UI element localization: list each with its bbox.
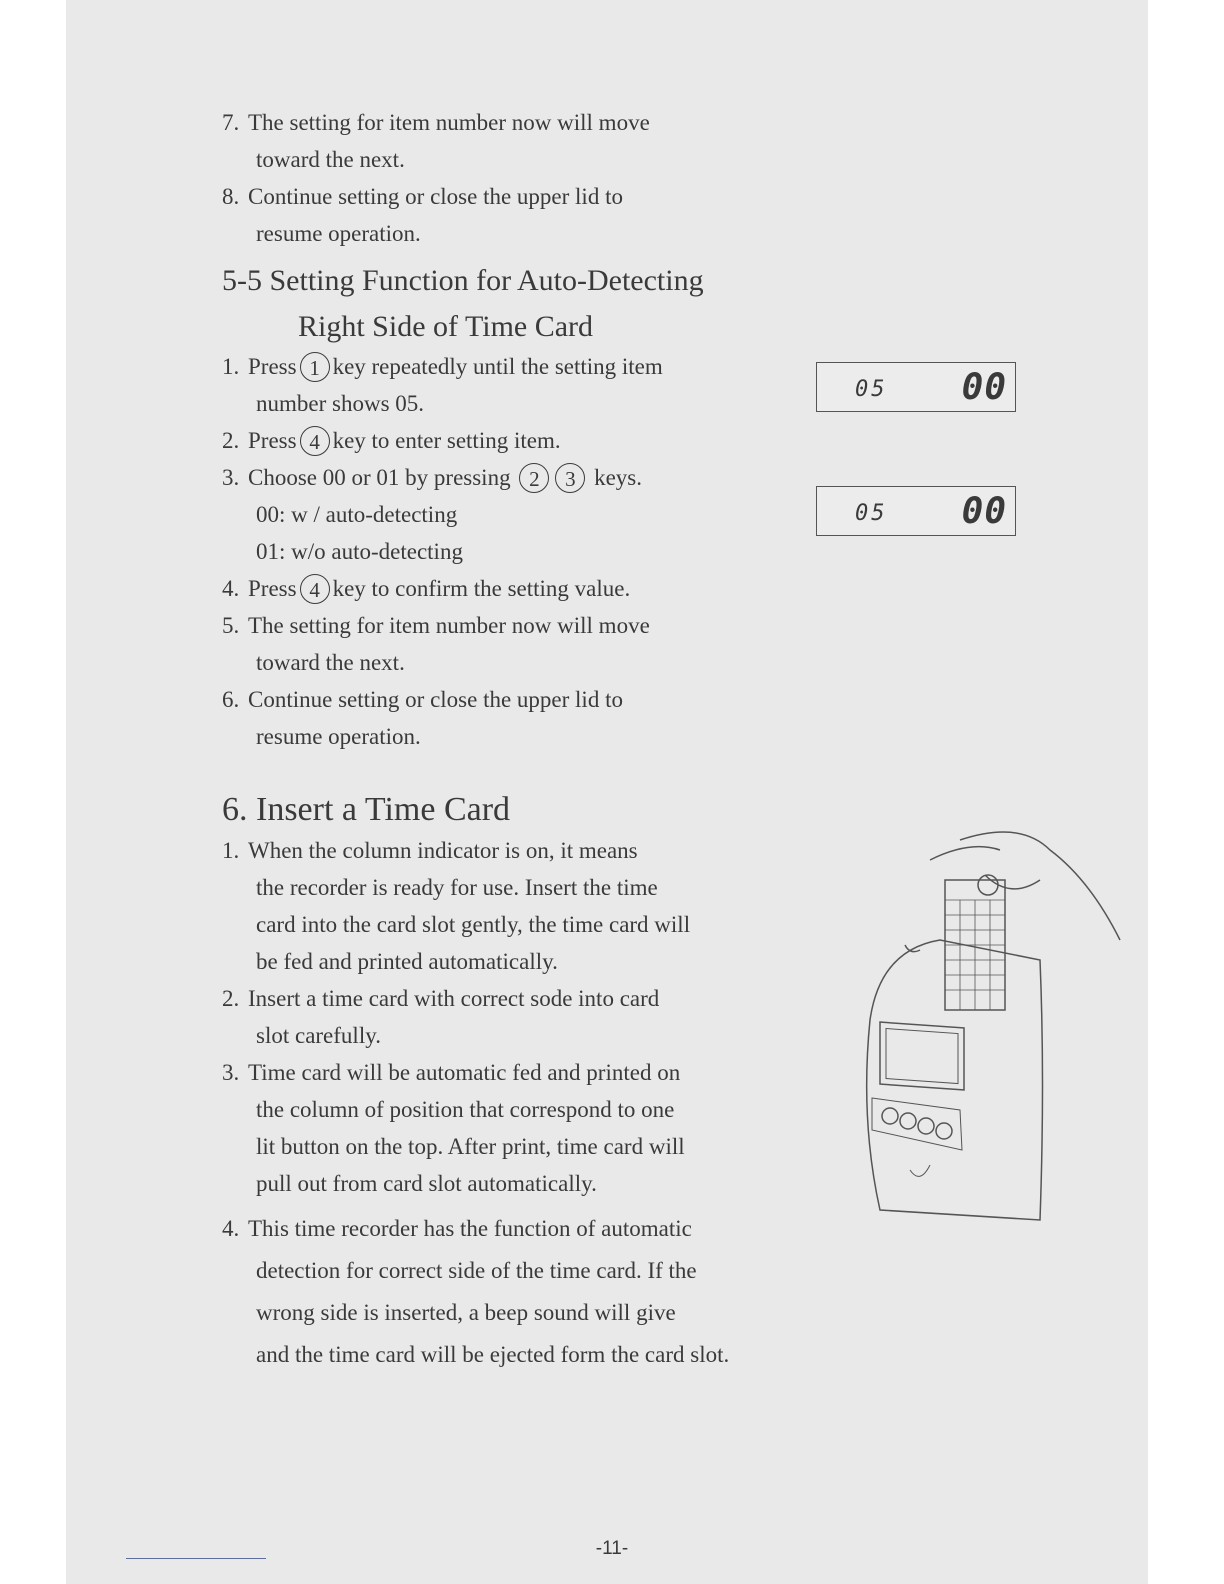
section-6-heading: 6. Insert a Time Card bbox=[222, 791, 511, 828]
page-number: -11- bbox=[595, 1538, 629, 1559]
s55-step-1: 1. Press 1 key repeatedly until the setting item bbox=[222, 348, 822, 385]
key-2-icon: 2 bbox=[519, 463, 549, 493]
key-1-icon: 1 bbox=[300, 352, 330, 382]
s6-step-2: 2. Insert a time card with correct sode into card bbox=[222, 986, 660, 1011]
intro-steps bbox=[222, 104, 822, 252]
s55-step-3: 3. Choose 00 or 01 by pressing 2 3 keys. bbox=[222, 459, 822, 496]
lcd-display-2: 05 00 bbox=[816, 486, 1016, 536]
key-4-icon: 4 bbox=[300, 574, 330, 604]
time-recorder-illustration bbox=[850, 820, 1140, 1240]
s55-step-2: 2. Press 4 key to enter setting item. bbox=[222, 422, 822, 459]
section-5-5-heading: 5-5 Setting Function for Auto-Detecting Right Side of Time Card bbox=[222, 264, 704, 343]
section-6 bbox=[222, 786, 822, 834]
s55-step-5: 5. The setting for item number now will move bbox=[222, 613, 650, 638]
s55-step-6: 6. Continue setting or close the upper lid to bbox=[222, 687, 623, 712]
s6-step-3: 3. Time card will be automatic fed and printed on bbox=[222, 1060, 681, 1085]
section-6-steps: 1. When the column indicator is on, it means the recorder is ready for use. Insert the time card into the card slot gently, the time card will be fed and printed automatically. 2. Insert a time card with correct sode into card slot carefully. 3. Time card will be automatic fed and printed on the column of position that correspond to one lit button on the top. After print, time card will pull out from card slot automatically. 4. This time recorder has the function of automatic detection for correct side of the time card. If the wrong side is inserted, a beep sound will give and the time card will be ejected form the card slot. bbox=[222, 832, 822, 1376]
footer-link-line bbox=[126, 1558, 266, 1559]
s6-step-4: 4. This time recorder has the function of automatic bbox=[222, 1216, 692, 1241]
lcd-display-1: 05 00 bbox=[816, 362, 1016, 412]
key-4-icon: 4 bbox=[300, 426, 330, 456]
step-8-cont: resume operation. bbox=[256, 221, 421, 246]
step-7: 7. The setting for item number now will move bbox=[222, 110, 650, 135]
step-8: 8. Continue setting or close the upper lid to bbox=[222, 184, 623, 209]
key-3-icon: 3 bbox=[555, 463, 585, 493]
section-5-5-steps: 1. Press 1 key repeatedly until the setting item number shows 05. 2. Press 4 key to enter setting item. 3. Choose 00 or 01 by pressing 2 3 keys. 00: w / auto-detecting 01: w/o auto-detecting 4. Press 4 key to confirm the setting value. 5. The setting for item number now will move toward the next. 6. Continue setting or close the upper lid to resume operation. bbox=[222, 348, 822, 755]
step-7-cont: toward the next. bbox=[256, 147, 405, 172]
s6-step-1: 1. When the column indicator is on, it means bbox=[222, 838, 638, 863]
s55-step-4: 4. Press 4 key to confirm the setting value. bbox=[222, 570, 822, 607]
